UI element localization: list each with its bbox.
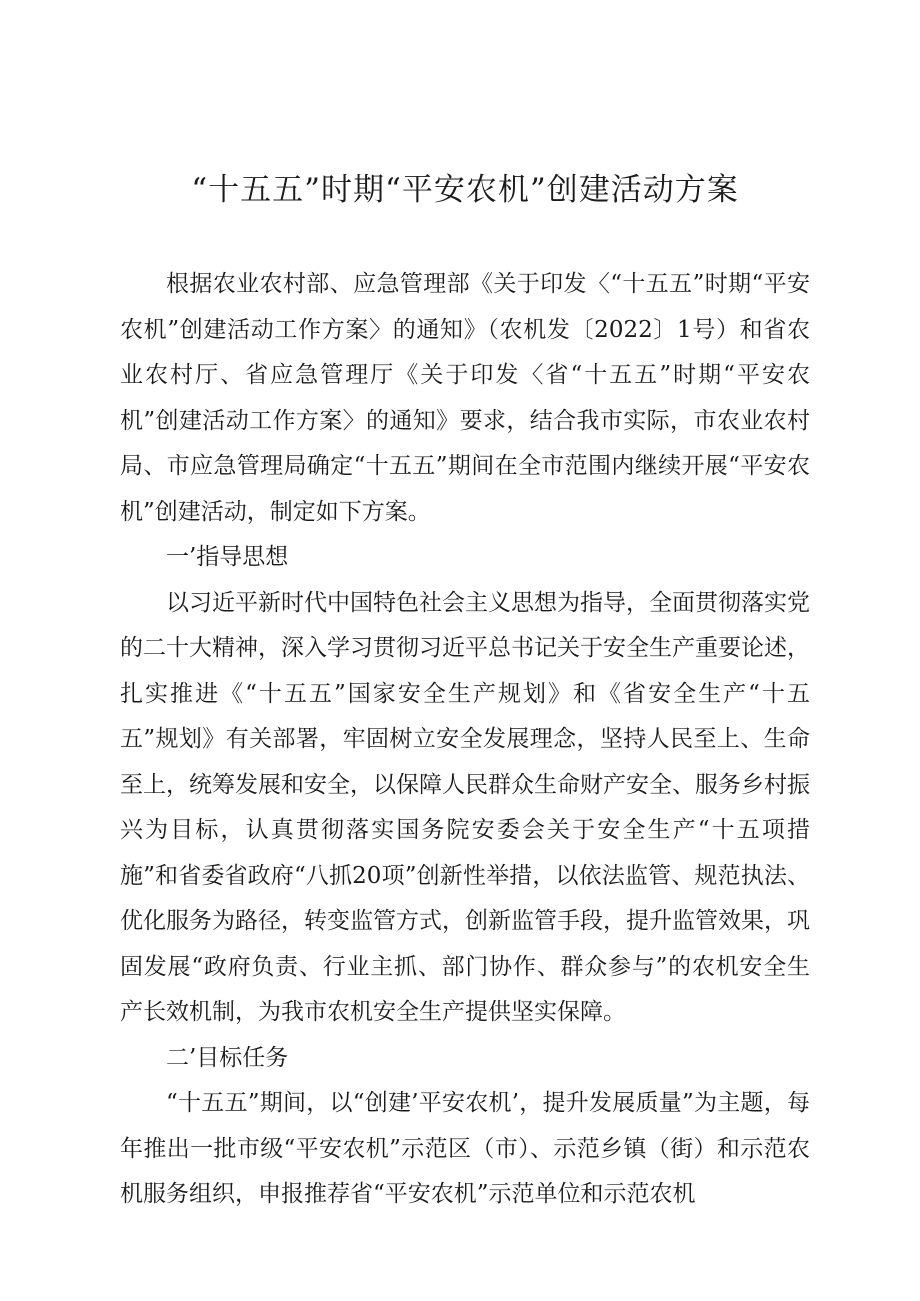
section-heading-goals-tasks: 二’目标任务 [166,1044,289,1071]
section-heading-guiding-ideology: 一’指导思想 [166,544,289,570]
section-paragraph-guiding-ideology: 以习近平新时代中国特色社会主义思想为指导，全面贯彻落实党的二十大精神，深入学习贯彻习近平总书记关于安全生产重要论述，扎实推进《“十五五”国家安全生产规划》和《省安全生产“十五五”规划》有关部署，牢固树立安全发展理念，坚持人民至上、生命至上，统筹发展和安全，以保障人民群众生命财产安全、服务乡村振兴为目标，认真贯彻落实国务院安委会关于安全生产“十五项措施”和省委省政府“八抓20项”创新性举措，以依法监管、规范执法、优化服务为路径，转变监管方式，创新监管手段，提升监管效果，巩固发展“政府负责、行业主抓、部门协作、群众参与”的农机安全生产长效机制，为我市农机安全生产提供坚实保障。 [120,589,810,1025]
document-title: “十五五”时期“平安农机”创建活动方案 [191,172,739,208]
section-paragraph-goals-tasks: “十五五”期间，以“创建’平安农机’，提升发展质量”为主题，每年推出一批市级“平安农机”示范区（市）、示范乡镇（街）和示范农机服务组织，申报推荐省“平安农机”示范单位和示范农机 [120,1090,810,1207]
document-body [120,262,810,1218]
intro-paragraph: 根据农业农村部、应急管理部《关于印发〈“十五五”时期“平安农机”创建活动工作方案〉的通知》（农机发〔2022〕1号）和省农业农村厅、省应急管理厅《关于印发〈省“十五五”时期“平安农机”创建活动工作方案〉的通知》要求，结合我市实际，市农业农村局、市应急管理局确定“十五五”期间在全市范围内继续开展“平安农机”创建活动，制定如下方案。 [120,271,810,525]
